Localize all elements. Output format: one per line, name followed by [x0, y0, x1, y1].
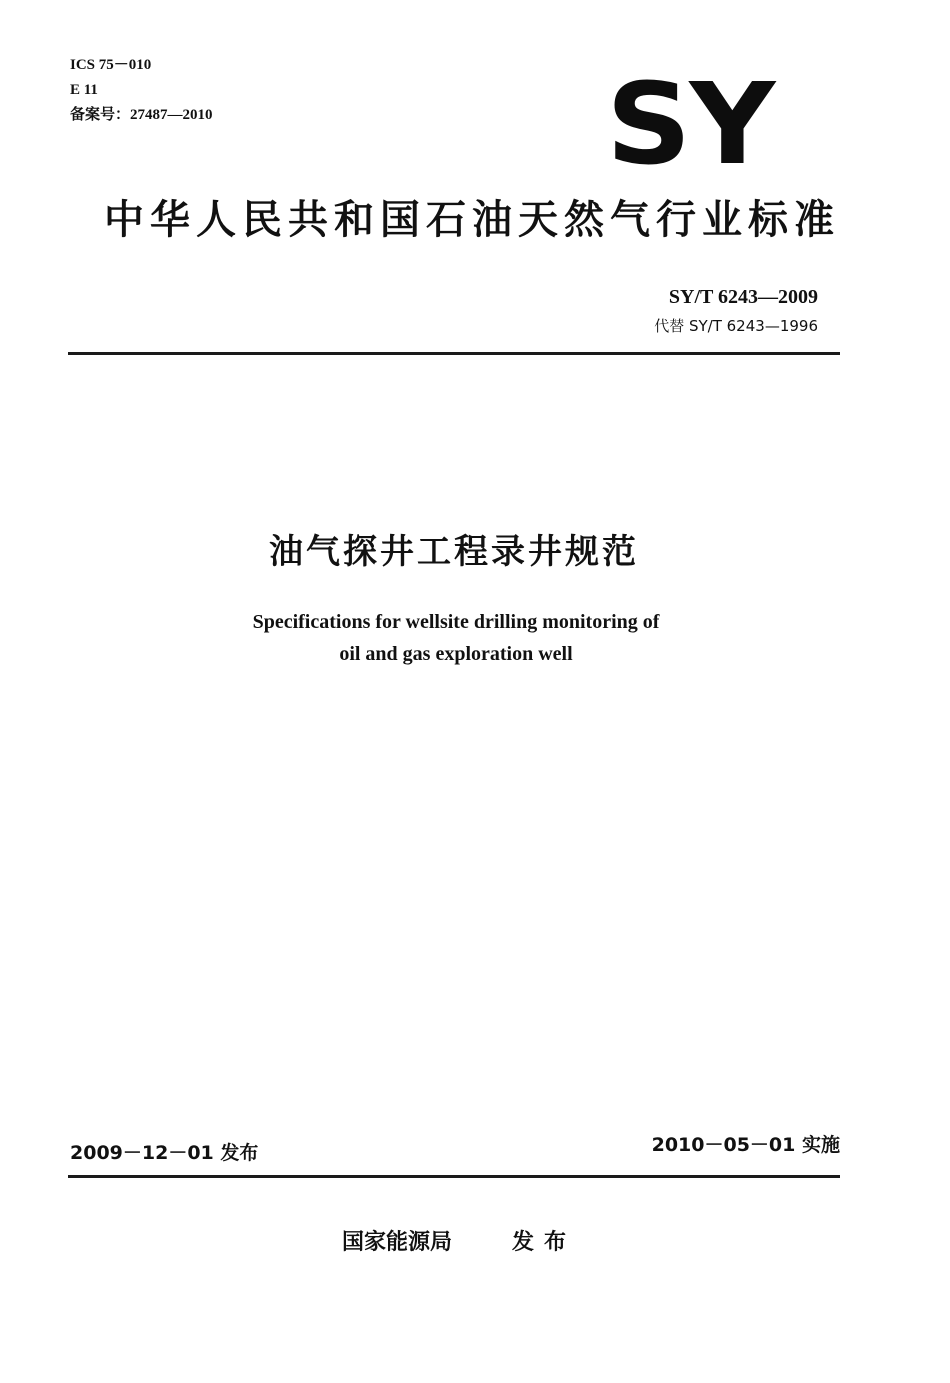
bottom-divider [68, 1175, 840, 1178]
sy-logo: SY [606, 60, 774, 190]
replaces-standard: 代替 SY/T 6243—1996 [654, 317, 818, 335]
top-divider [68, 352, 840, 355]
title-english-line-2: oil and gas exploration well [339, 643, 573, 665]
standard-number: SY/T 6243—2009 [668, 286, 818, 308]
publish-label: 发布 [512, 1230, 577, 1255]
ics-code: ICS 75－010 [70, 57, 152, 73]
record-number: 备案号：27487—2010 [70, 107, 213, 123]
implementation-date: 2010－05－01 实施 [651, 1134, 840, 1156]
publisher-name: 国家能源局 [342, 1230, 453, 1255]
title-english-line-1: Specifications for wellsite drilling monitoring of [252, 611, 660, 633]
classification-code: E 11 [70, 82, 98, 98]
organization-title: 中华人民共和国石油天然气行业标准 [104, 197, 840, 243]
issue-date: 2009－12－01 发布 [70, 1142, 259, 1164]
title-english [0, 606, 912, 670]
title-chinese: 油气探井工程录井规范 [269, 532, 639, 572]
